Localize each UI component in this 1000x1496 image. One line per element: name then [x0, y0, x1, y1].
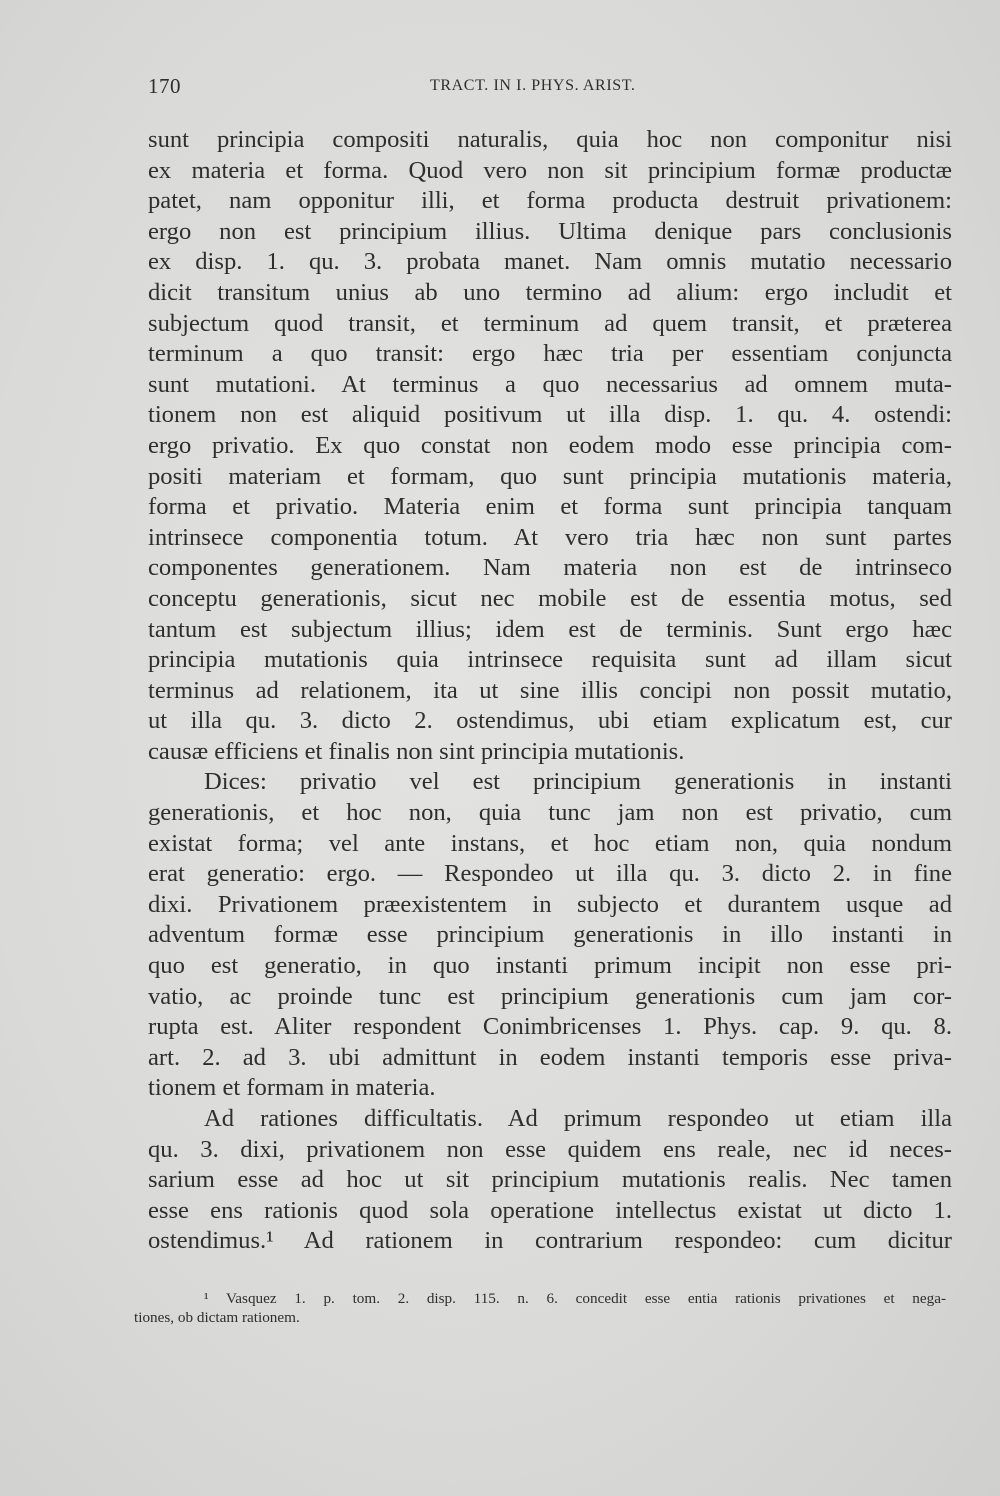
- page-number: 170: [148, 74, 181, 98]
- text-line: ut illa qu. 3. dicto 2. ostendimus, ubi etiam explicatum est, cur: [148, 707, 952, 735]
- text-line: forma et privatio. Materia enim et forma sunt principia tanquam: [148, 493, 952, 521]
- text-line: subjectum quod transit, et terminum ad quem transit, et præterea: [148, 309, 952, 337]
- text-line: generationis, et hoc non, quia tunc jam non est privatio, cum: [148, 799, 952, 827]
- text-line: positi materiam et formam, quo sunt principia mutationis materia,: [148, 462, 952, 490]
- footnote: [134, 1289, 946, 1327]
- text-line: rupta est. Aliter respondent Conimbricenses 1. Phys. cap. 9. qu. 8.: [148, 1013, 952, 1041]
- text-line: ostendimus.¹ Ad rationem in contrarium respondeo: cum dicitur: [148, 1227, 952, 1255]
- text-line: terminus ad relationem, ita ut sine illis concipi non possit mutatio,: [148, 676, 952, 704]
- text-line: tantum est subjectum illius; idem est de terminis. Sunt ergo hæc: [148, 615, 952, 643]
- text-line: principia mutationis quia intrinsece requisita sunt ad illam sicut: [148, 646, 952, 674]
- text-line: sunt principia compositi naturalis, quia hoc non componitur nisi: [148, 126, 952, 153]
- text-line: ergo privatio. Ex quo constat non eodem modo esse principia com-: [148, 431, 952, 459]
- text-line: erat generatio: ergo. — Respondeo ut illa qu. 3. dicto 2. in fine: [148, 860, 952, 888]
- text-line: esse ens rationis quod sola operatione intellectus existat ut dicto 1.: [148, 1196, 952, 1224]
- page-header: [148, 74, 948, 104]
- text-line: intrinsece componentia totum. At vero tria hæc non sunt partes: [148, 523, 952, 551]
- running-head: TRACT. IN I. PHYS. ARIST.: [430, 77, 636, 94]
- text-line: patet, nam opponitur illi, et forma producta destruit privationem:: [148, 187, 952, 215]
- footnote-line: tiones, ob dictam rationem.: [134, 1309, 300, 1326]
- text-line: ergo non est principium illius. Ultima denique pars conclusionis: [148, 217, 952, 245]
- text-line: art. 2. ad 3. ubi admittunt in eodem instanti temporis esse priva-: [148, 1043, 952, 1071]
- text-line: terminum a quo transit: ergo hæc tria per essentiam conjuncta: [148, 340, 952, 368]
- text-line: Ad rationes difficultatis. Ad primum respondeo ut etiam illa: [204, 1105, 952, 1132]
- text-line: causæ efficiens et finalis non sint principia mutationis.: [148, 737, 685, 765]
- text-line: componentes generationem. Nam materia non est de intrinseco: [148, 554, 952, 582]
- text-line: sarium esse ad hoc ut sit principium mutationis realis. Nec tamen: [148, 1166, 952, 1194]
- text-line: ex disp. 1. qu. 3. probata manet. Nam omnis mutatio necessario: [148, 248, 952, 276]
- text-line: tionem non est aliquid positivum ut illa disp. 1. qu. 4. ostendi:: [148, 401, 952, 429]
- footnote-line: ¹ Vasquez 1. p. tom. 2. disp. 115. n. 6. concedit esse entia rationis privationes et nega-: [204, 1290, 946, 1307]
- text-line: ex materia et forma. Quod vero non sit principium formæ productæ: [148, 156, 952, 184]
- text-line: qu. 3. dixi, privationem non esse quidem ens reale, nec id neces-: [148, 1135, 952, 1163]
- text-line: Dices: privatio vel est principium generationis in instanti: [204, 768, 952, 796]
- text-line: sunt mutationi. At terminus a quo necessarius ad omnem muta-: [148, 370, 952, 398]
- text-line: adventum formæ esse principium generationis in illo instanti in: [148, 921, 952, 949]
- text-line: existat forma; vel ante instans, et hoc etiam non, quia nondum: [148, 829, 952, 857]
- text-line: dixi. Privationem præexistentem in subjecto et durantem usque ad: [148, 890, 952, 918]
- text-line: quo est generatio, in quo instanti primum incipit non esse pri-: [148, 952, 952, 980]
- text-line: conceptu generationis, sicut nec mobile est de essentia motus, sed: [148, 584, 952, 612]
- text-line: dicit transitum unius ab uno termino ad alium: ergo includit et: [148, 278, 952, 306]
- body-text: [148, 125, 952, 1257]
- text-line: vatio, ac proinde tunc est principium generationis cum jam cor-: [148, 982, 952, 1010]
- text-line: tionem et formam in materia.: [148, 1074, 436, 1102]
